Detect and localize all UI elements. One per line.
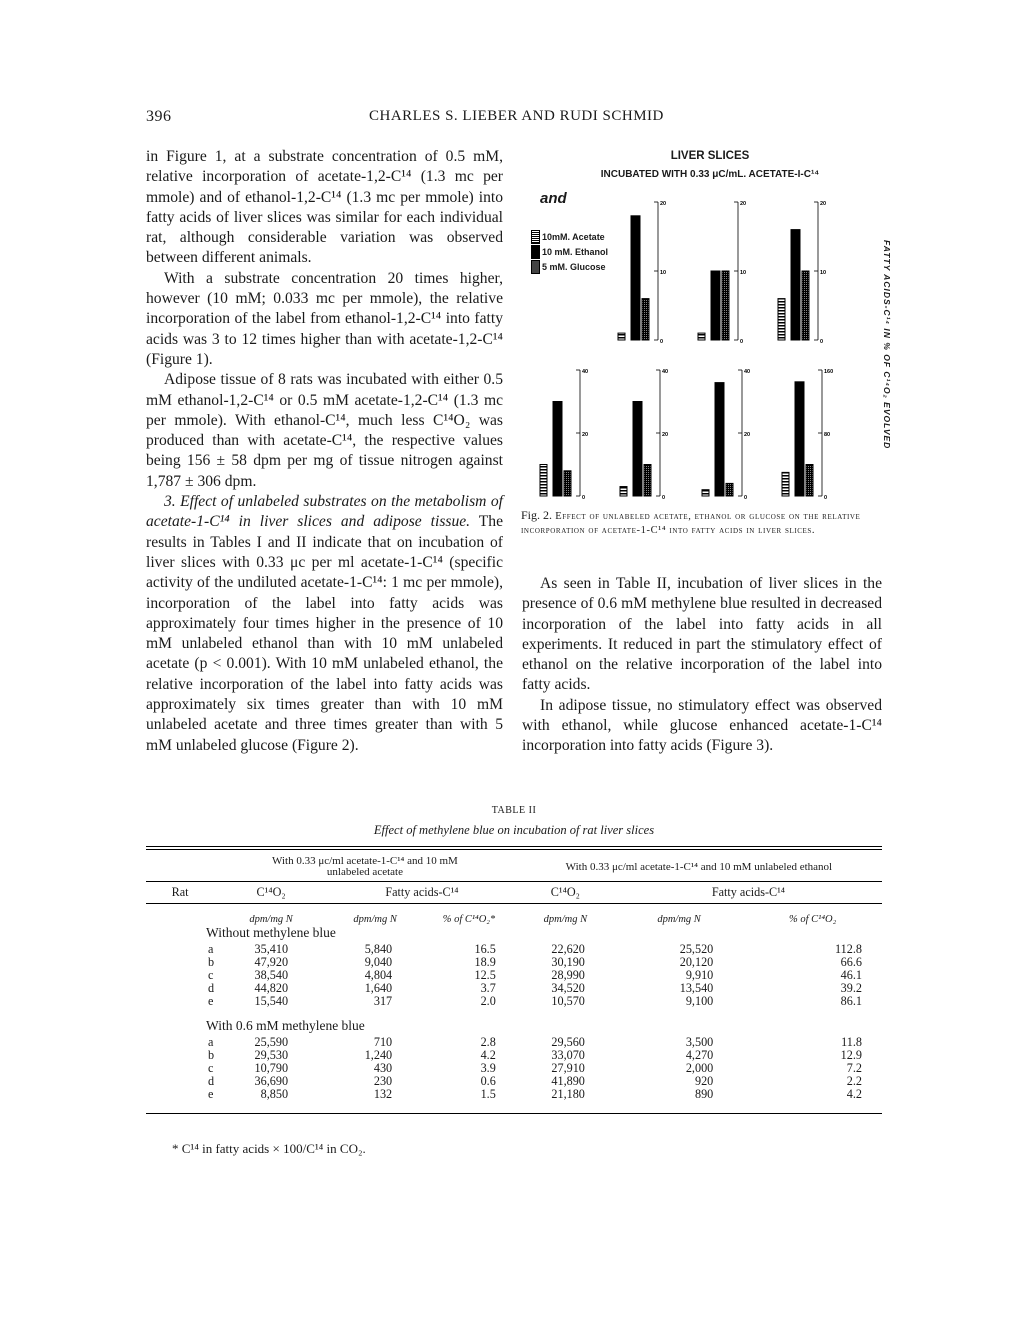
bar-glucose	[564, 471, 571, 496]
table-cell: 8,850	[260, 1087, 289, 1101]
paragraph: In adipose tissue, no stimulatory effect was observed with ethanol, while glucose enhanced acetate-1-C¹⁴ incorporation into fatty acids (Figure 3).	[522, 696, 882, 755]
tick-label: 40	[662, 369, 669, 375]
tick-label: 0	[820, 339, 824, 345]
table-cell: 4.2	[846, 1087, 862, 1101]
table-cell: 20,120	[679, 955, 714, 969]
table-cell: 38,540	[254, 968, 289, 982]
caption-lead: Fig. 2.	[521, 508, 553, 522]
bar-acetate	[778, 299, 785, 340]
table-footnote: * C¹⁴ in fatty acids × 100/C¹⁴ in CO₂.	[172, 1141, 366, 1156]
table-cell: 5,840	[364, 942, 393, 956]
y-axis-label: FATTY ACIDS-C¹⁴ IN % OF C¹⁴O₂ EVOLVED	[882, 240, 892, 450]
table-cell: 25,520	[679, 942, 714, 956]
table-cell: 66.6	[840, 955, 862, 969]
bar-acetate	[698, 333, 705, 340]
rat-label: b	[208, 955, 215, 969]
bar-glucose	[802, 271, 809, 340]
table-cell: 2.2	[846, 1074, 862, 1088]
tick-label: 10	[820, 270, 827, 276]
paragraph: in Figure 1, at a substrate concentration of 0.5 mM, relative incorporation of acetate-1,2-C¹⁴ (1.3 mc per mmole) and of ethanol-1,2-C¹⁴ (1.3 mc per mmole) into fatty acids of liver slices was similar for each individual rat, although considerable variation was observed between different animals.	[146, 148, 503, 267]
tick-label: 20	[820, 201, 827, 207]
rat-label: e	[208, 994, 214, 1008]
unit-label: dpm/mg N	[328, 904, 422, 926]
bar-acetate	[702, 490, 709, 496]
tick-label: 10	[740, 270, 747, 276]
rat-label: d	[208, 981, 215, 995]
table-cell: 4.2	[480, 1048, 496, 1062]
table-cell: 0.6	[480, 1074, 496, 1088]
page-number: 396	[146, 108, 172, 125]
column-header: Rat	[146, 882, 214, 904]
data-table	[146, 846, 882, 1114]
paragraph: As seen in Table II, incubation of liver slices in the presence of 0.6 mM methylene blue resulted in decreased incorporation of the label into fatty acids in all experiments. It reduced in part the stimulatory effect of ethanol on the relative incorporation of the label into fatty acids.	[522, 575, 882, 694]
table-cell: 1,640	[364, 981, 393, 995]
tick-label: 0	[744, 495, 748, 500]
table-cell: 34,520	[551, 981, 585, 995]
table-cell: 10,790	[254, 1061, 289, 1075]
rat-label: a	[208, 1035, 214, 1049]
table-row	[146, 1075, 882, 1088]
table-cell: 7.2	[846, 1061, 862, 1075]
column-header: Fatty acids-C¹⁴	[328, 882, 516, 904]
unit-label: dpm/mg N	[214, 904, 328, 926]
bar-ethanol	[711, 271, 720, 340]
legend-label: 10mM. Acetate	[542, 231, 605, 242]
table-units-row	[146, 904, 882, 926]
table-cell: 9,040	[364, 955, 393, 969]
table-cell: 710	[373, 1035, 393, 1049]
paragraph	[146, 492, 503, 756]
table-row	[146, 995, 882, 1008]
table-cell: 36,690	[254, 1074, 289, 1088]
tick-label: 20	[744, 432, 751, 438]
table-cell: 3.7	[480, 981, 496, 995]
bar-acetate	[618, 333, 625, 340]
column-header: C¹⁴O₂	[214, 882, 328, 904]
section-label: With 0.6 mM methylene blue	[206, 1018, 365, 1033]
table-cell: 46.1	[840, 968, 862, 982]
tick-label: 40	[582, 369, 589, 375]
table-cell: 44,820	[254, 981, 289, 995]
table-cell: 3.9	[480, 1061, 496, 1075]
bar-ethanol	[795, 382, 804, 496]
bar-glucose	[644, 465, 651, 497]
bar-acetate	[540, 465, 547, 497]
table-bottom-rule	[146, 1101, 882, 1114]
group-header: With 0.33 μc/ml acetate-1-C¹⁴ and 10 mM unlabeled acetate	[272, 855, 458, 878]
column-header: C¹⁴O₂	[516, 882, 615, 904]
bar-ethanol	[791, 230, 800, 340]
table-cell: 35,410	[254, 942, 289, 956]
table-row	[146, 1088, 882, 1101]
unit-label: % of C¹⁴O₂*	[422, 904, 516, 926]
table-cell: 29,560	[551, 1035, 585, 1049]
section-label: Without methylene blue	[206, 925, 336, 940]
tick-label: 0	[662, 495, 666, 500]
bar-acetate	[782, 472, 789, 496]
table-cell: 2,000	[685, 1061, 714, 1075]
table-cell: 28,990	[551, 968, 585, 982]
table-title: Effect of methylene blue on incubation of rat liver slices	[373, 823, 655, 837]
left-column	[146, 147, 503, 756]
tick-label: 0	[740, 339, 744, 345]
paragraph: Adipose tissue of 8 rats was incubated with either 0.5 mM ethanol-1,2-C¹⁴ or 0.5 mM acetate-1,2-C¹⁴ (1.3 mc per mmole). With ethanol-C¹⁴, much less C¹⁴O₂ was produced than with acetate-C¹⁴, the respective values being 156 ± 58 dpm per mg of tissue nitrogen against 1,787 ± 306 dpm.	[146, 371, 503, 490]
tick-label: 160	[824, 369, 834, 375]
table-cell: 86.1	[840, 994, 862, 1008]
table-cell: 22,620	[551, 942, 585, 956]
table-cell: 4,804	[364, 968, 393, 982]
table-cell: 2.8	[480, 1035, 496, 1049]
rat-label: d	[208, 1074, 215, 1088]
caption-text: Effect of unlabeled acetate, ethanol or glucose on the relative incorporation of acetate-1-C¹⁴ into fatty acids in liver slices.	[521, 511, 861, 536]
tick-label: 20	[662, 432, 669, 438]
table-cell: 4,270	[685, 1048, 714, 1062]
unit-label: % of C¹⁴O₂	[743, 904, 882, 926]
table-cell: 1.5	[480, 1087, 496, 1101]
legend-label: 5 mM. Glucose	[542, 261, 606, 272]
table-column-header	[146, 882, 882, 904]
table-cell: 39.2	[840, 981, 862, 995]
bar-glucose	[642, 299, 649, 340]
table-cell: 317	[373, 994, 393, 1008]
table-cell: 16.5	[474, 942, 496, 956]
table-cell: 15,540	[254, 994, 289, 1008]
table-cell: 47,920	[254, 955, 289, 969]
unit-label: dpm/mg N	[615, 904, 743, 926]
rat-label: c	[208, 968, 214, 982]
tick-label: 20	[740, 201, 747, 207]
table-cell: 132	[373, 1087, 393, 1101]
bar-glucose	[722, 271, 729, 340]
tick-label: 20	[660, 201, 667, 207]
rat-label: c	[208, 1061, 214, 1075]
table-body-with	[146, 1036, 882, 1101]
table-cell: 430	[373, 1061, 393, 1075]
figure-subtitle: INCUBATED WITH 0.33 μC/mL. ACETATE-I-C¹⁴	[600, 169, 820, 180]
section-heading: 3. Effect of unlabeled substrates on the metabolism of acetate-1-C¹⁴ in liver slices and adipose tissue.	[146, 493, 503, 531]
tick-label: 20	[582, 432, 589, 438]
bar-chart	[530, 190, 890, 500]
table-cell: 3,500	[685, 1035, 714, 1049]
section-row	[146, 925, 882, 943]
table-body-without	[146, 943, 882, 1008]
table-cell: 920	[694, 1074, 714, 1088]
tick-label: 80	[824, 432, 831, 438]
bar-glucose	[806, 465, 813, 497]
bar-ethanol	[631, 216, 640, 340]
table-cell: 2.0	[480, 994, 496, 1008]
table-cell: 890	[694, 1087, 714, 1101]
table-cell: 9,100	[685, 994, 714, 1008]
tick-label: 40	[744, 369, 751, 375]
paragraph-text: The results in Tables I and II indicate that on incubation of liver slices with 0.33 μc per ml acetate-1-C¹⁴ (specific activity of the undiluted acetate-1-C¹⁴: 1 mc per mmole), incorporation of the label into fatty acids was approximately four times higher in the presence of 10 mM unlabeled ethanol than with 10 mM unlabeled acetate (p < 0.001). With 10 mM unlabeled ethanol, the relative incorporation of the label into fatty acids was approximately six times greater than with 10 mM unlabeled acetate and three times greater than with 5 mM unlabeled glucose (Figure 2).	[146, 513, 503, 754]
table-cell: 112.8	[835, 942, 862, 956]
bar-ethanol	[633, 402, 642, 497]
tick-label: 0	[582, 495, 586, 500]
section-row	[146, 1008, 882, 1036]
right-column	[522, 574, 882, 757]
table-cell: 18.9	[474, 955, 496, 969]
table-cell: 27,910	[551, 1061, 585, 1075]
unit-label: dpm/mg N	[516, 904, 615, 926]
group-header: With 0.33 μc/ml acetate-1-C¹⁴ and 10 mM unlabeled ethanol	[565, 860, 833, 873]
tick-label: 0	[824, 495, 828, 500]
table-cell: 10,570	[551, 994, 585, 1008]
rat-label: b	[208, 1048, 215, 1062]
table-cell: 9,910	[685, 968, 714, 982]
bar-ethanol	[553, 402, 562, 497]
table-cell: 41,890	[551, 1074, 585, 1088]
paragraph: With a substrate concentration 20 times higher, however (10 mM; 0.033 mc per mmole), the relative incorporation of the label from ethanol-1,2-C¹⁴ into fatty acids was 3 to 12 times higher than with acetate-1,2-C¹⁴ (Figure 1).	[146, 269, 503, 368]
table-cell: 12.9	[840, 1048, 862, 1062]
table-cell: 33,070	[551, 1048, 585, 1062]
table-label: TABLE II	[491, 805, 537, 816]
table-cell: 29,530	[254, 1048, 289, 1062]
bar-ethanol	[715, 383, 724, 496]
table-cell: 21,180	[551, 1087, 585, 1101]
rat-label: a	[208, 942, 214, 956]
table-group-header	[146, 850, 882, 882]
running-header: CHARLES S. LIEBER AND RUDI SCHMID	[369, 108, 664, 124]
table-cell: 13,540	[679, 981, 714, 995]
column-header: Fatty acids-C¹⁴	[615, 882, 882, 904]
tick-label: 0	[660, 339, 664, 345]
table-cell: 12.5	[474, 968, 496, 982]
bar-glucose	[726, 483, 733, 496]
legend-label: 10 mM. Ethanol	[542, 246, 609, 257]
table-cell: 11.8	[841, 1035, 862, 1049]
figure-caption	[521, 508, 883, 538]
table-cell: 25,590	[254, 1035, 289, 1049]
bar-acetate	[620, 487, 627, 496]
table-cell: 1,240	[364, 1048, 393, 1062]
rat-label: e	[208, 1087, 214, 1101]
figure-title: LIVER SLICES	[670, 150, 750, 162]
table-cell: 30,190	[551, 955, 585, 969]
tick-label: 10	[660, 270, 667, 276]
table-cell: 230	[373, 1074, 393, 1088]
figure-and-label: and	[540, 190, 567, 207]
